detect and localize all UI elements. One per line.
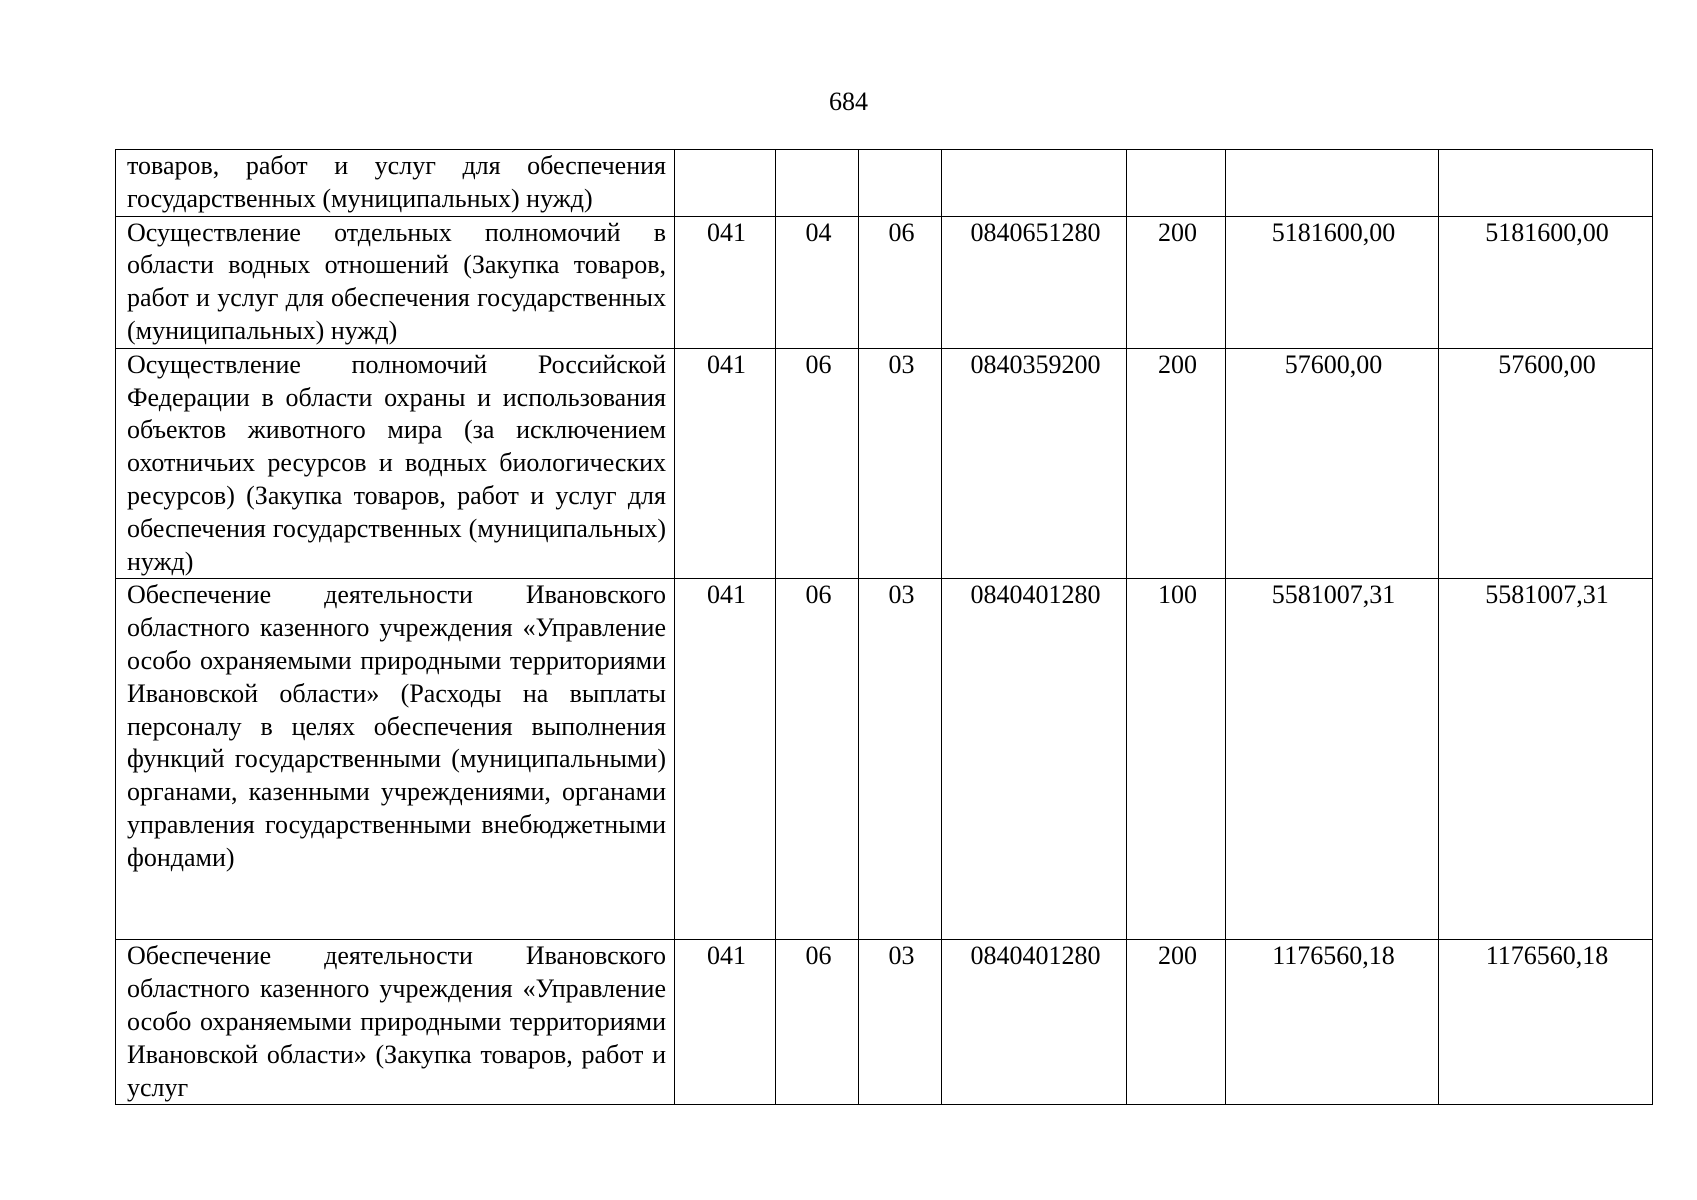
table-row [116,579,1653,940]
row-description: Осуществление отдельных полномочий в области водных отношений (Закупка товаров, работ и услуг для обеспечения государственных (муниципальных) нужд) [116,216,675,348]
table-row [116,216,1653,348]
target-article-code [942,150,1127,217]
target-article-code: 0840401280 [942,940,1127,1105]
row-description: Обеспечение деятельности Ивановского областного казенного учреждения «Управление особо охраняемыми природными территориями Ивановской области» (Закупка товаров, работ и услуг [116,940,675,1105]
subsection-code [859,150,942,217]
amount-1 [1226,150,1439,217]
expense-type-code: 200 [1127,348,1226,579]
grbs-code: 041 [675,348,776,579]
section-code: 06 [776,579,859,940]
amount-2: 1176560,18 [1439,940,1653,1105]
section-code: 06 [776,348,859,579]
subsection-code: 03 [859,940,942,1105]
section-code: 06 [776,940,859,1105]
expense-type-code [1127,150,1226,217]
table-row [116,348,1653,579]
expense-type-code: 100 [1127,579,1226,940]
amount-1: 5581007,31 [1226,579,1439,940]
amount-2: 57600,00 [1439,348,1653,579]
page-number: 684 [829,87,868,116]
target-article-code: 0840359200 [942,348,1127,579]
amount-2 [1439,150,1653,217]
amount-2: 5181600,00 [1439,216,1653,348]
target-article-code: 0840651280 [942,216,1127,348]
expense-type-code: 200 [1127,940,1226,1105]
section-code [776,150,859,217]
expense-type-code: 200 [1127,216,1226,348]
amount-1: 5181600,00 [1226,216,1439,348]
budget-table [115,149,1653,1105]
subsection-code: 03 [859,579,942,940]
subsection-code: 03 [859,348,942,579]
row-description: Обеспечение деятельности Ивановского областного казенного учреждения «Управление особо охраняемыми природными территориями Ивановской области» (Расходы на выплаты персоналу в целях обеспечения выполнения функций государственными (муниципальными) органами, казенными учреждениями, органами управления государственными внебюджетными фондами) [116,579,675,940]
amount-1: 1176560,18 [1226,940,1439,1105]
grbs-code: 041 [675,940,776,1105]
amount-2: 5581007,31 [1439,579,1653,940]
amount-1: 57600,00 [1226,348,1439,579]
table-row [116,150,1653,217]
row-description: Осуществление полномочий Российской Федерации в области охраны и использования объектов животного мира (за исключением охотничьих ресурсов и водных биологических ресурсов) (Закупка товаров, работ и услуг для обеспечения государственных (муниципальных) нужд) [116,348,675,579]
grbs-code: 041 [675,579,776,940]
grbs-code: 041 [675,216,776,348]
grbs-code [675,150,776,217]
section-code: 04 [776,216,859,348]
subsection-code: 06 [859,216,942,348]
row-description: товаров, работ и услуг для обеспечения государственных (муниципальных) нужд) [116,150,675,217]
target-article-code: 0840401280 [942,579,1127,940]
table-row [116,940,1653,1105]
